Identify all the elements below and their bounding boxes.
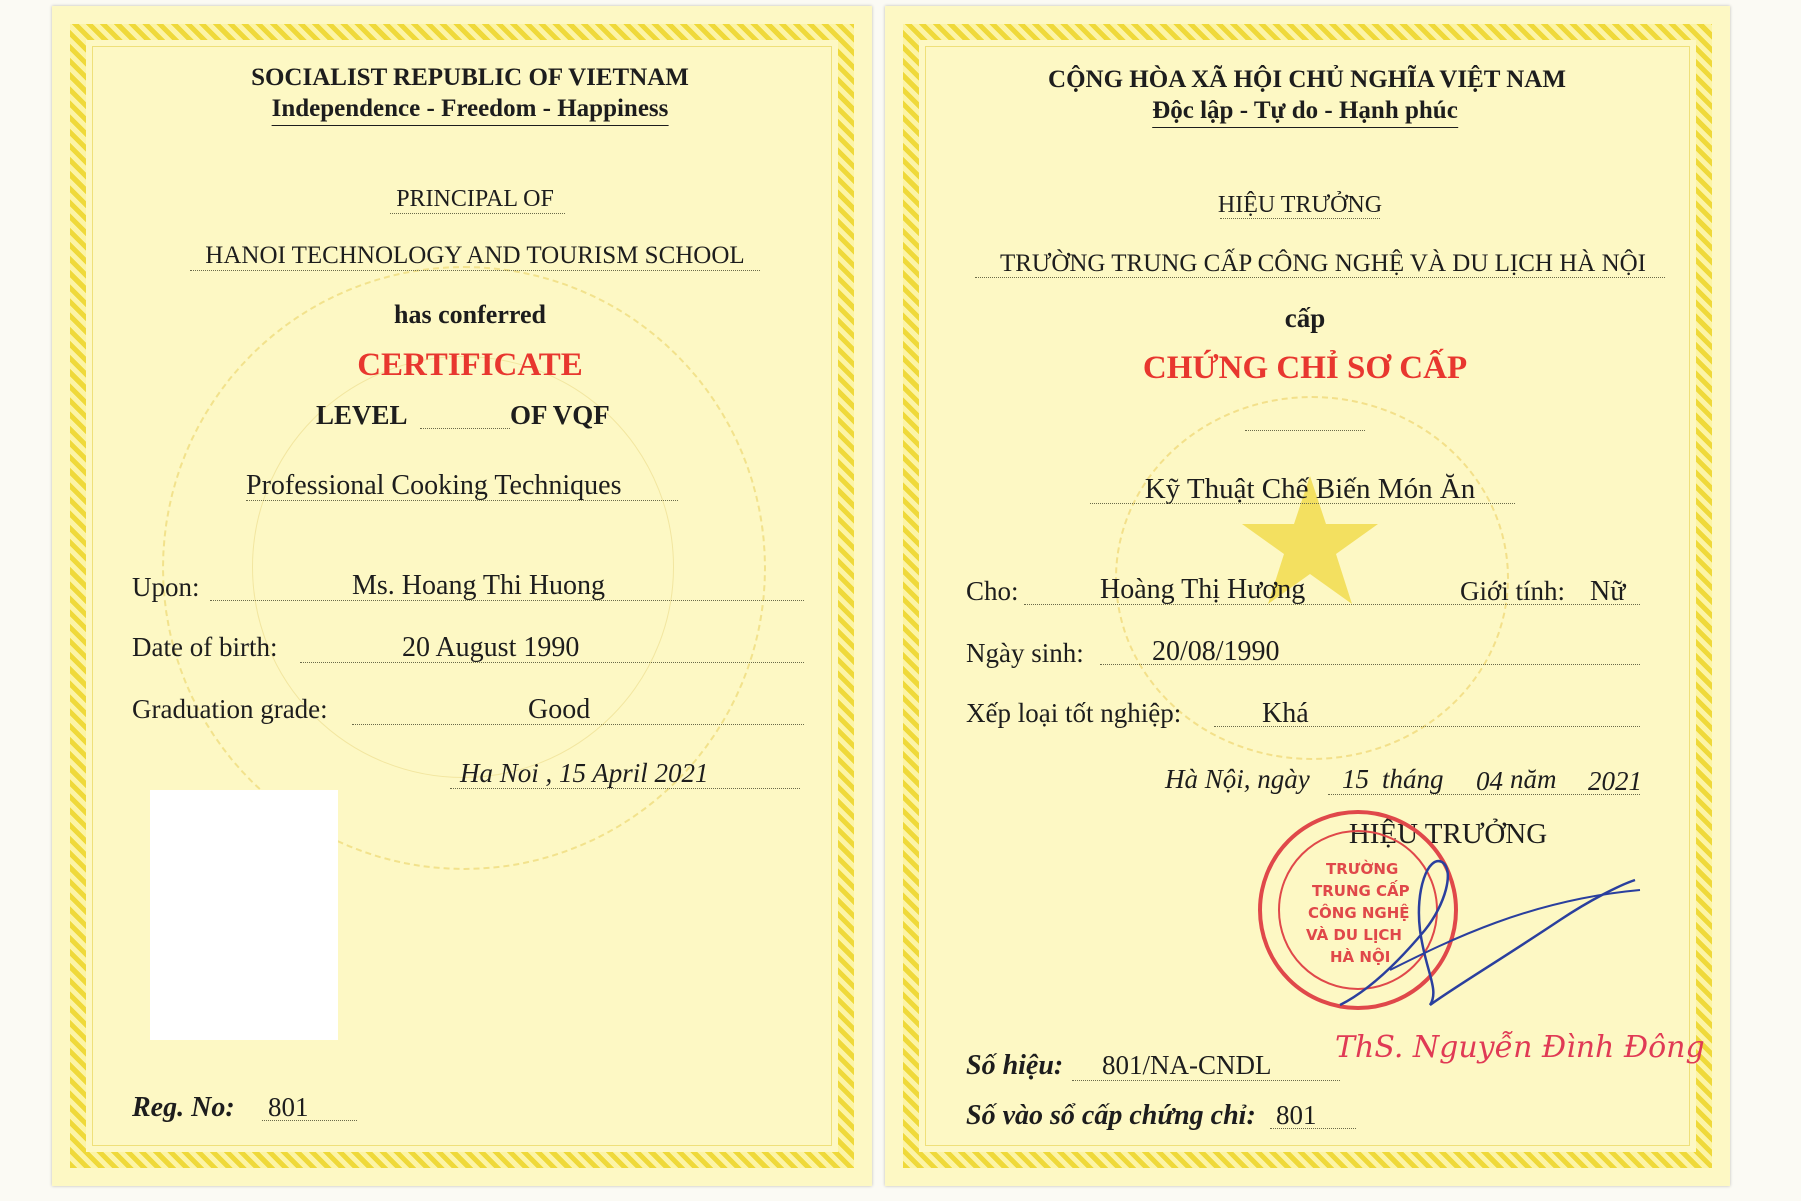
signer-name: ThS. Nguyễn Đình Đông bbox=[1335, 1030, 1705, 1065]
right-for-value: Hoàng Thị Hương bbox=[1100, 574, 1306, 605]
left-dob-label: Date of birth: bbox=[132, 632, 278, 662]
left-major: Professional Cooking Techniques bbox=[246, 470, 622, 501]
left-reg-label: Reg. No: bbox=[132, 1092, 235, 1123]
right-month: 04 bbox=[1476, 766, 1503, 796]
left-school-name: HANOI TECHNOLOGY AND TOURISM SCHOOL bbox=[205, 242, 745, 269]
right-motto: Độc lập - Tự do - Hạnh phúc bbox=[1152, 97, 1458, 128]
left-grade-label: Graduation grade: bbox=[132, 694, 328, 724]
right-school-name: TRƯỜNG TRUNG CẤP CÔNG NGHỆ VÀ DU LỊCH HÀ NỘI bbox=[999, 250, 1647, 277]
right-dob-label: Ngày sinh: bbox=[966, 638, 1084, 668]
photo-placeholder bbox=[150, 790, 338, 1040]
right-republic-title: CỘNG HÒA XÃ HỘI CHỦ NGHĨA VIỆT NAM bbox=[1048, 66, 1566, 93]
right-cap: cấp bbox=[1284, 303, 1326, 333]
left-level-label: LEVEL bbox=[316, 400, 408, 430]
right-day: 15 bbox=[1342, 764, 1369, 794]
right-year-label: năm bbox=[1510, 764, 1557, 794]
seal-line: HÀ NỘI bbox=[1330, 948, 1391, 966]
right-grade-label: Xếp loại tốt nghiệp: bbox=[966, 698, 1182, 728]
right-for-label: Cho: bbox=[966, 576, 1019, 606]
right-book-label: Số vào sổ cấp chứng chỉ: bbox=[966, 1100, 1256, 1131]
left-certificate-title: CERTIFICATE bbox=[357, 347, 583, 383]
right-book-value: 801 bbox=[1276, 1100, 1317, 1130]
left-principal-of: PRINCIPAL OF bbox=[396, 186, 554, 212]
left-dob-value: 20 August 1990 bbox=[402, 632, 580, 663]
right-grade-value: Khá bbox=[1262, 698, 1309, 729]
right-year: 2021 bbox=[1588, 766, 1642, 796]
right-principal: HIỆU TRƯỞNG bbox=[1217, 192, 1383, 218]
left-motto: Independence - Freedom - Happiness bbox=[272, 95, 669, 126]
left-has-conferred: has conferred bbox=[394, 300, 546, 329]
right-gender-label: Giới tính: bbox=[1460, 576, 1566, 606]
left-grade-value: Good bbox=[528, 694, 591, 725]
seal-line: CÔNG NGHỆ bbox=[1308, 904, 1410, 922]
seal-line: TRƯỜNG bbox=[1326, 860, 1399, 878]
left-reg-value: 801 bbox=[268, 1092, 309, 1122]
right-place-prefix: Hà Nội, ngày bbox=[1165, 764, 1310, 794]
signature bbox=[1330, 840, 1650, 1020]
right-dob-value: 20/08/1990 bbox=[1152, 636, 1280, 667]
right-signer-title: HIỆU TRƯỞNG bbox=[1348, 818, 1548, 850]
left-upon-label: Upon: bbox=[132, 572, 200, 602]
right-serial-label: Số hiệu: bbox=[966, 1050, 1064, 1081]
left-of-vqf: OF VQF bbox=[510, 400, 610, 430]
left-republic-title: SOCIALIST REPUBLIC OF VIETNAM bbox=[251, 64, 689, 91]
seal-line: VÀ DU LỊCH bbox=[1306, 926, 1402, 944]
seal-line: TRUNG CẤP bbox=[1312, 882, 1410, 900]
right-month-label: tháng bbox=[1382, 764, 1444, 794]
left-upon-value: Ms. Hoang Thi Huong bbox=[352, 570, 606, 601]
right-certificate-title: CHỨNG CHỈ SƠ CẤP bbox=[1142, 350, 1468, 386]
left-place-date: Ha Noi , 15 April 2021 bbox=[460, 758, 709, 788]
right-gender-value: Nữ bbox=[1590, 576, 1626, 607]
right-serial-value: 801/NA-CNDL bbox=[1102, 1050, 1272, 1080]
right-major: Kỹ Thuật Chế Biến Món Ăn bbox=[1144, 473, 1476, 505]
